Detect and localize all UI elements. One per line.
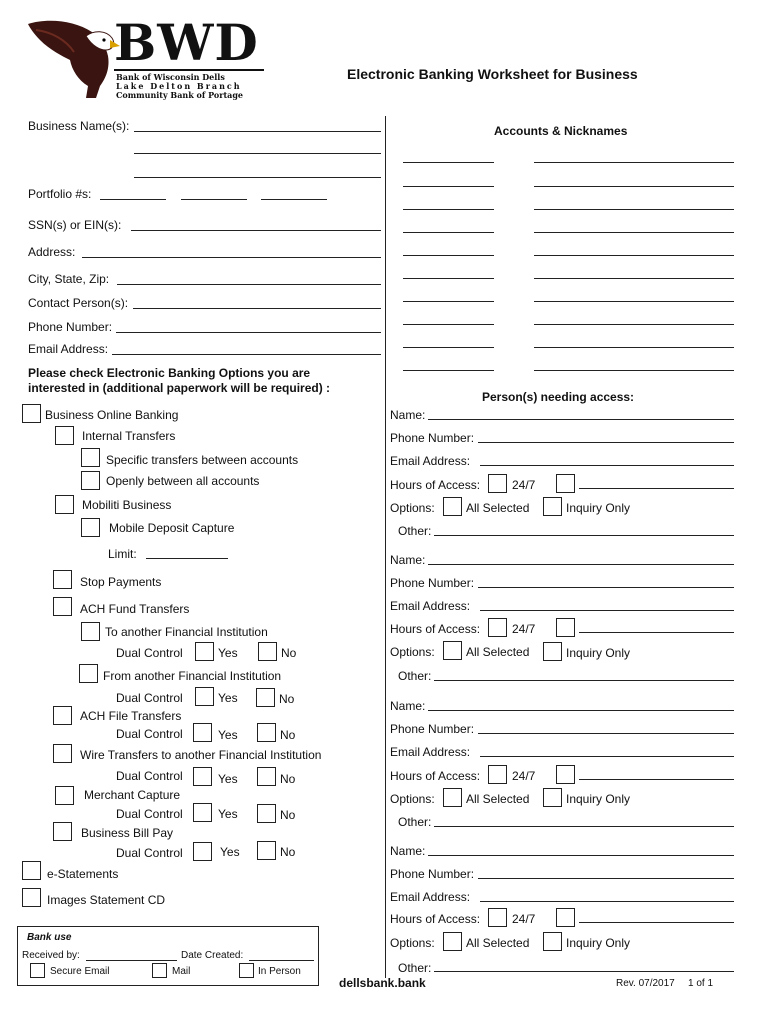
checkbox-no-2[interactable] [256,688,275,707]
checkbox-yes-3[interactable] [193,723,212,742]
person-1-email-label: Email Address: [390,454,471,468]
checkbox-ach-fund-transfers[interactable] [53,597,72,616]
person-4-other-label: Other: [398,961,432,975]
person-1-name-line[interactable] [428,419,734,420]
email-line[interactable] [112,354,381,355]
option-internal-transfers: Internal Transfers [82,429,176,443]
limit-label: Limit: [108,547,137,561]
person-3-options-label: Options: [390,792,435,806]
person-3-name-line[interactable] [428,710,734,711]
person-3-checkbox-all-selected[interactable] [443,788,462,807]
nickname-line[interactable] [534,186,734,187]
checkbox-mail[interactable] [152,963,167,978]
checkbox-yes-5[interactable] [193,803,212,822]
person-3-phone-label: Phone Number: [390,722,475,736]
option-business-online-banking: Business Online Banking [45,408,179,422]
person-1-checkbox-247[interactable] [488,474,507,493]
logo-big: BWD [114,13,259,72]
checkbox-business-online-banking[interactable] [22,404,41,423]
person-2-checkbox-custom-hours[interactable] [556,618,575,637]
option-specific-transfers: Specific transfers between accounts [106,453,299,467]
account-line[interactable] [403,370,494,371]
checkbox-stop-payments[interactable] [53,570,72,589]
person-2-checkbox-247[interactable] [488,618,507,637]
checkbox-from-another-fi[interactable] [79,664,98,683]
person-3-phone-line[interactable] [478,733,734,734]
person-2-options-label: Options: [390,645,435,659]
person-4-247-label: 24/7 [512,912,536,926]
email-label: Email Address: [28,342,109,356]
phone-line[interactable] [116,332,381,333]
yes-label-5: Yes [218,807,238,821]
option-ach-file-transfers: ACH File Transfers [80,709,182,723]
person-1-other-label: Other: [398,524,432,538]
no-label-6: No [280,845,296,859]
ssn-line[interactable] [131,230,381,231]
dual-control-label-5: Dual Control [116,807,183,821]
person-4-phone-label: Phone Number: [390,867,475,881]
dual-control-label-3: Dual Control [116,727,183,741]
business-names-label: Business Name(s): [28,119,130,133]
person-3-all-selected-label: All Selected [466,792,530,806]
nickname-line[interactable] [534,232,734,233]
person-1-custom-hours-line[interactable] [579,488,734,489]
person-4-checkbox-all-selected[interactable] [443,932,462,951]
checkbox-business-bill-pay[interactable] [53,822,72,841]
account-line[interactable] [403,301,494,302]
no-label-2: No [279,692,295,706]
dual-control-label-6: Dual Control [116,846,183,860]
person-4-name-line[interactable] [428,855,734,856]
page-title: Electronic Banking Worksheet for Business [347,66,638,82]
checkbox-no-4[interactable] [257,767,276,786]
date-created-line[interactable] [249,960,314,961]
person-3-other-line[interactable] [434,826,734,827]
person-4-name-label: Name: [390,844,426,858]
person-4-email-label: Email Address: [390,890,471,904]
checkbox-ach-file-transfers[interactable] [53,706,72,725]
no-label-4: No [280,772,296,786]
footer-revision: Rev. 07/2017 [616,978,675,989]
person-3-name-label: Name: [390,699,426,713]
person-2-name-line[interactable] [428,564,734,565]
option-images-statement-cd: Images Statement CD [47,893,166,907]
checkbox-in-person[interactable] [239,963,254,978]
business-name-line-2[interactable] [134,153,381,154]
business-name-line-1[interactable] [134,131,381,132]
checkbox-e-statements[interactable] [22,861,41,880]
person-2-email-line[interactable] [480,610,734,611]
no-label-1: No [281,646,297,660]
checkbox-mobile-deposit-capture[interactable] [81,518,100,537]
received-by-line[interactable] [86,960,177,961]
account-line[interactable] [403,232,494,233]
person-1-phone-label: Phone Number: [390,431,475,445]
person-2-all-selected-label: All Selected [466,645,530,659]
option-stop-payments: Stop Payments [80,575,162,589]
person-2-checkbox-inquiry-only[interactable] [543,642,562,661]
secure-email-label: Secure Email [50,966,110,977]
person-2-inquiry-only-label: Inquiry Only [566,646,631,660]
phone-label: Phone Number: [28,320,113,334]
logo-line3: Community Bank of Portage [116,90,243,100]
account-line[interactable] [403,186,494,187]
account-line[interactable] [403,209,494,210]
person-1-hours-label: Hours of Access: [390,478,481,492]
yes-label-4: Yes [218,772,238,786]
dual-control-label-2: Dual Control [116,691,183,705]
person-2-name-label: Name: [390,553,426,567]
city-label: City, State, Zip: [28,272,110,286]
bank-use-box [17,926,319,986]
option-mobiliti-business: Mobiliti Business [82,498,172,512]
city-line[interactable] [117,284,381,285]
person-4-custom-hours-line[interactable] [579,922,734,923]
checkbox-yes-2[interactable] [195,687,214,706]
checkbox-no-3[interactable] [257,723,276,742]
person-2-other-line[interactable] [434,680,734,681]
person-1-checkbox-custom-hours[interactable] [556,474,575,493]
person-2-custom-hours-line[interactable] [579,632,734,633]
person-4-all-selected-label: All Selected [466,936,530,950]
option-wire-transfers: Wire Transfers to another Financial Institution [80,748,322,762]
checkbox-merchant-capture[interactable] [55,786,74,805]
account-line[interactable] [403,162,494,163]
option-ach-fund-transfers: ACH Fund Transfers [80,602,190,616]
option-from-another-fi: From another Financial Institution [103,669,282,683]
checkbox-yes-1[interactable] [195,642,214,661]
nickname-line[interactable] [534,162,734,163]
yes-label-6: Yes [220,845,240,859]
person-4-checkbox-custom-hours[interactable] [556,908,575,927]
checkbox-yes-6[interactable] [193,842,212,861]
accounts-nicknames-title: Accounts & Nicknames [494,124,628,138]
person-3-email-line[interactable] [480,756,734,757]
date-created-label: Date Created: [181,950,244,961]
nickname-line[interactable] [534,324,734,325]
option-mobile-deposit-capture: Mobile Deposit Capture [109,521,235,535]
business-name-line-3[interactable] [134,177,381,178]
checkbox-to-another-fi[interactable] [81,622,100,641]
person-2-email-label: Email Address: [390,599,471,613]
footer-page-number: 1 of 1 [688,978,714,989]
logo-line1: Bank of Wisconsin Dells [116,72,225,82]
logo-line2: Lake Delton Branch [116,81,242,91]
ssn-label: SSN(s) or EIN(s): [28,218,122,232]
person-4-phone-line[interactable] [478,878,734,879]
portfolio-line-2[interactable] [181,199,247,200]
no-label-5: No [280,808,296,822]
logo-underline [114,69,264,71]
person-1-all-selected-label: All Selected [466,501,530,515]
person-2-hours-label: Hours of Access: [390,622,481,636]
option-to-another-fi: To another Financial Institution [105,625,268,639]
checkbox-no-6[interactable] [257,841,276,860]
nickname-line[interactable] [534,255,734,256]
checkbox-no-1[interactable] [258,642,277,661]
person-2-other-label: Other: [398,669,432,683]
address-label: Address: [28,245,76,259]
bank-use-title: Bank use [27,932,72,943]
dual-control-label-4: Dual Control [116,769,183,783]
person-4-other-line[interactable] [434,971,734,972]
account-line[interactable] [403,278,494,279]
checkbox-images-statement-cd[interactable] [22,888,41,907]
person-2-checkbox-all-selected[interactable] [443,641,462,660]
option-merchant-capture: Merchant Capture [84,788,181,802]
person-3-other-label: Other: [398,815,432,829]
yes-label-1: Yes [218,646,238,660]
person-3-checkbox-custom-hours[interactable] [556,765,575,784]
yes-label-2: Yes [218,691,238,705]
portfolio-line-3[interactable] [261,199,327,200]
checkbox-secure-email[interactable] [30,963,45,978]
person-3-checkbox-inquiry-only[interactable] [543,788,562,807]
person-1-options-label: Options: [390,501,435,515]
person-2-247-label: 24/7 [512,622,536,636]
person-2-phone-label: Phone Number: [390,576,475,590]
checkbox-no-5[interactable] [257,804,276,823]
person-4-inquiry-only-label: Inquiry Only [566,936,631,950]
checkbox-internal-transfers[interactable] [55,426,74,445]
person-1-name-label: Name: [390,408,426,422]
no-label-3: No [280,728,296,742]
in-person-label: In Person [258,966,301,977]
account-line[interactable] [403,324,494,325]
person-4-email-line[interactable] [480,901,734,902]
person-3-checkbox-247[interactable] [488,765,507,784]
address-line[interactable] [82,257,381,258]
person-1-phone-line[interactable] [478,442,734,443]
person-3-custom-hours-line[interactable] [579,779,734,780]
yes-label-3: Yes [218,728,238,742]
checkbox-wire-transfers[interactable] [53,744,72,763]
person-1-247-label: 24/7 [512,478,536,492]
person-1-inquiry-only-label: Inquiry Only [566,501,631,515]
person-1-checkbox-inquiry-only[interactable] [543,497,562,516]
option-e-statements: e-Statements [47,867,119,881]
portfolio-label: Portfolio #s: [28,187,92,201]
person-4-hours-label: Hours of Access: [390,912,481,926]
nickname-line[interactable] [534,370,734,371]
column-divider [385,116,386,978]
person-4-options-label: Options: [390,936,435,950]
instruction-line-1: Please check Electronic Banking Options you are [28,366,311,380]
limit-line[interactable] [146,558,228,559]
person-1-other-line[interactable] [434,535,734,536]
checkbox-specific-transfers[interactable] [81,448,100,467]
person-1-email-line[interactable] [480,465,734,466]
portfolio-line-1[interactable] [100,199,166,200]
account-line[interactable] [403,347,494,348]
contact-label: Contact Person(s): [28,296,129,310]
eagle-icon [26,16,121,100]
received-by-label: Received by: [22,950,80,961]
checkbox-yes-4[interactable] [193,767,212,786]
account-line[interactable] [403,255,494,256]
option-business-bill-pay: Business Bill Pay [81,826,174,840]
nickname-line[interactable] [534,301,734,302]
person-4-checkbox-247[interactable] [488,908,507,927]
person-3-email-label: Email Address: [390,745,471,759]
person-4-checkbox-inquiry-only[interactable] [543,932,562,951]
contact-line[interactable] [133,308,381,309]
bank-logo [26,13,266,100]
persons-needing-access-title: Person(s) needing access: [482,390,635,404]
person-3-hours-label: Hours of Access: [390,769,481,783]
person-3-inquiry-only-label: Inquiry Only [566,792,631,806]
nickname-line[interactable] [534,347,734,348]
option-openly-transfers: Openly between all accounts [106,474,260,488]
checkbox-openly-transfers[interactable] [81,471,100,490]
checkbox-mobiliti-business[interactable] [55,495,74,514]
person-1-checkbox-all-selected[interactable] [443,497,462,516]
person-3-247-label: 24/7 [512,769,536,783]
instruction-line-2: interested in (additional paperwork will be required) : [28,381,331,395]
nickname-line[interactable] [534,278,734,279]
mail-label: Mail [172,966,191,977]
dual-control-label-1: Dual Control [116,646,183,660]
person-2-phone-line[interactable] [478,587,734,588]
nickname-line[interactable] [534,209,734,210]
footer-url: dellsbank.bank [339,976,426,990]
